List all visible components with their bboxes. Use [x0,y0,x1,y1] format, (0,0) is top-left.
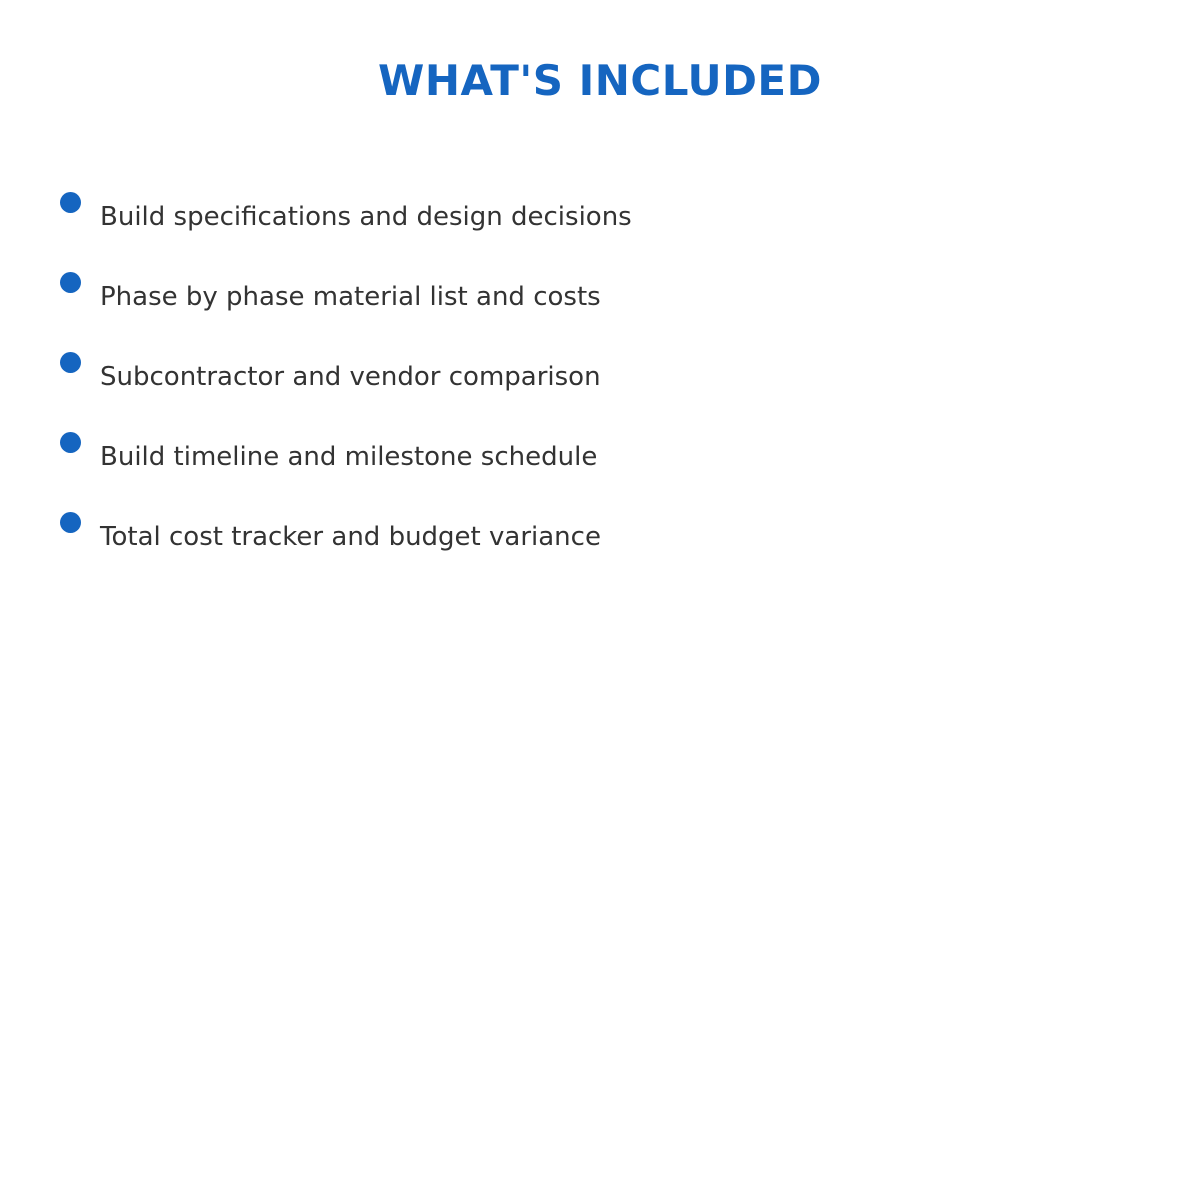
bullet-icon [60,272,81,293]
list-item-label: Phase by phase material list and costs [100,282,601,312]
list-item-label: Build specifications and design decisions [100,202,632,232]
bullet-icon [60,352,81,373]
page-title: WHAT'S INCLUDED [378,56,822,105]
list-item-label: Build timeline and milestone schedule [100,442,598,472]
bullet-icon [60,512,81,533]
list-item-label: Total cost tracker and budget variance [100,522,601,552]
list-item-label: Subcontractor and vendor comparison [100,362,601,392]
bullet-icon [60,432,81,453]
bullet-icon [60,192,81,213]
